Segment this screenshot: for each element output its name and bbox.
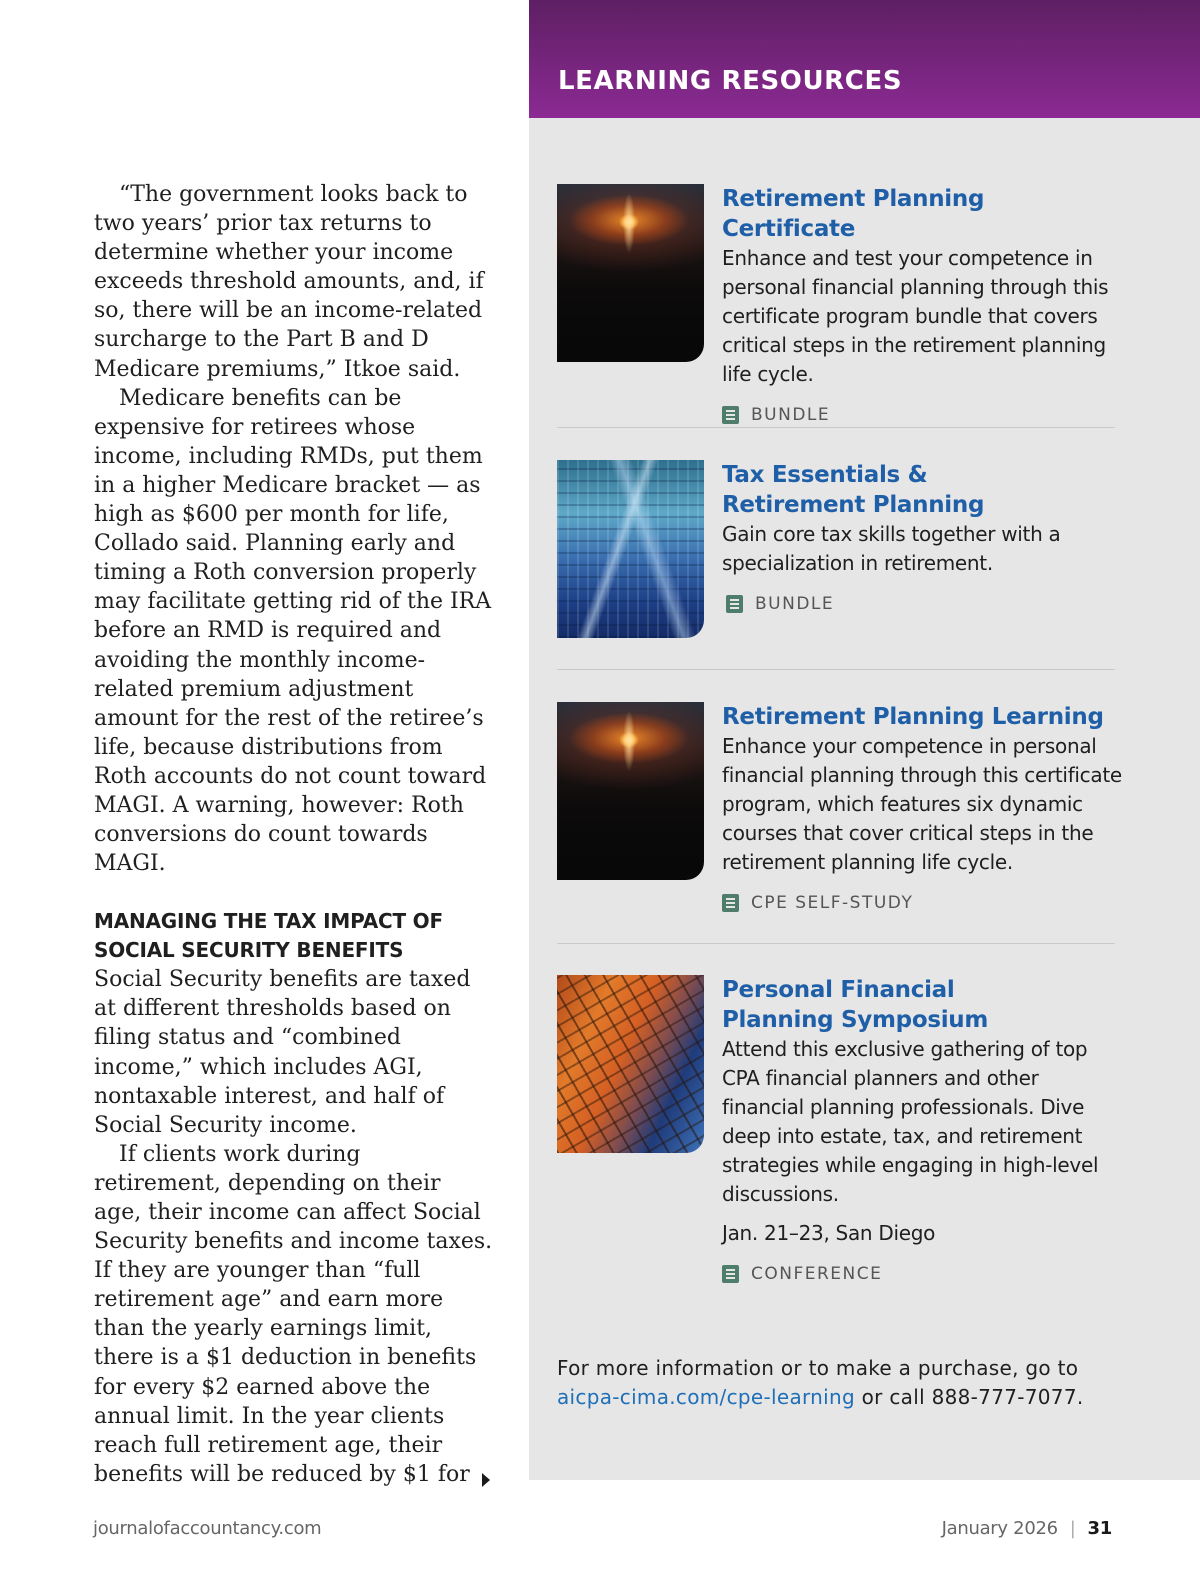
sidebar-title: LEARNING RESOURCES	[558, 66, 903, 96]
learning-resources-sidebar	[529, 0, 1200, 1480]
resource-description: Enhance and test your competence in personal financial planning through this certificate program bundle that covers critical steps in the retirement planning life cycle.	[722, 246, 1109, 386]
footer-prefix: For more information or to make a purchase, go to	[557, 1356, 1079, 1380]
resource-thumbnail-sparks[interactable]	[557, 184, 704, 362]
resource-description: Gain core tax skills together with a specialization in retirement.	[722, 522, 1061, 575]
resource-thumbnail-building[interactable]	[557, 460, 704, 638]
article-paragraph: “The government looks back to two years’ prior tax returns to determine whether your income exceeds threshold amounts, and, if so, there will be an income-related surcharge to the Part B and D Medicare premiums,” Itkoe said.	[94, 182, 484, 382]
divider	[557, 427, 1115, 428]
resource-type	[722, 405, 1122, 425]
sidebar-header	[529, 0, 1200, 118]
resource-body	[722, 702, 1122, 913]
resource-title-link[interactable]: Tax Essentials & Retirement Planning	[722, 462, 985, 518]
resource-description: Enhance your competence in personal financial planning through this certificate program, which features six dynamic courses that cover critical steps in the retirement planning life cycle.	[722, 734, 1122, 874]
article-paragraph: Medicare benefits can be expensive for retirees whose income, including RMDs, put them in a higher Medicare bracket — as high as $600 per month for life, Collado said. Planning early and timing a Roth conversion properly may facilitate getting rid of the IRA before an RMD is required and avoiding the monthly income-related premium adjustment amount for the rest of the retiree’s life, because distributions from Roth accounts do not count toward MAGI. A warning, however: Roth conversions do count towards MAGI.	[94, 385, 492, 877]
resource-type-label: BUNDLE	[755, 594, 835, 614]
footer-suffix: or call 888-777-7077.	[854, 1385, 1084, 1409]
divider	[557, 669, 1115, 670]
continue-arrow-icon[interactable]	[482, 1473, 490, 1487]
resource-body	[722, 184, 1122, 425]
footer-issue-date: January 2026	[941, 1518, 1058, 1539]
divider	[557, 943, 1115, 944]
document-icon	[722, 406, 739, 424]
document-icon	[726, 595, 743, 613]
resource-body	[722, 975, 1122, 1284]
resource-type-label: CPE SELF-STUDY	[751, 893, 914, 913]
sidebar-footer	[557, 1354, 1157, 1412]
resource-thumbnail-sparks[interactable]	[557, 702, 704, 880]
resource-type	[722, 1264, 1122, 1284]
article-paragraph: Social Security benefits are taxed at different thresholds based on filing status and “combined income,” which includes AGI, nontaxable interest, and half of Social Security income.	[94, 967, 471, 1138]
resource-title-link[interactable]: Retirement Planning Learning	[722, 704, 1104, 730]
resource-type	[726, 594, 1052, 614]
document-icon	[722, 1265, 739, 1283]
resource-thumbnail-facade[interactable]	[557, 975, 704, 1153]
footer-issue-info	[942, 1518, 1112, 1539]
resource-date: Jan. 21–23, San Diego	[722, 1221, 936, 1245]
resource-title-link[interactable]: Personal Financial Planning Symposium	[722, 977, 989, 1033]
footer-separator: |	[1069, 1518, 1076, 1539]
resource-type-label: BUNDLE	[751, 405, 831, 425]
article-subheading: MANAGING THE TAX IMPACT OF SOCIAL SECURITY BENEFITS	[94, 909, 443, 963]
resource-type	[722, 893, 1122, 913]
cpe-learning-link[interactable]: aicpa-cima.com/cpe-learning	[557, 1385, 855, 1409]
article-paragraph: If clients work during retirement, depending on their age, their income can affect Social Security benefits and income taxes. If they are younger than “full retirement age” and earn more than the yearly earnings limit, there is a $1 deduction in benefits for every $2 earned above the annual limit. In the year clients reach full retirement age, their benefits will be reduced by $1 for	[94, 1141, 493, 1487]
document-icon	[722, 894, 739, 912]
page-number: 31	[1087, 1518, 1112, 1539]
footer-site: journalofaccountancy.com	[93, 1518, 322, 1539]
resource-body	[722, 460, 1061, 614]
resource-title-link[interactable]: Retirement Planning Certificate	[722, 186, 985, 242]
article-column	[94, 180, 494, 1489]
resource-type-label: CONFERENCE	[751, 1264, 883, 1284]
resource-description: Attend this exclusive gathering of top CPA financial planners and other financial planning professionals. Dive deep into estate, tax, and retirement strategies while engaging in high-level discussions.	[722, 1037, 1099, 1206]
